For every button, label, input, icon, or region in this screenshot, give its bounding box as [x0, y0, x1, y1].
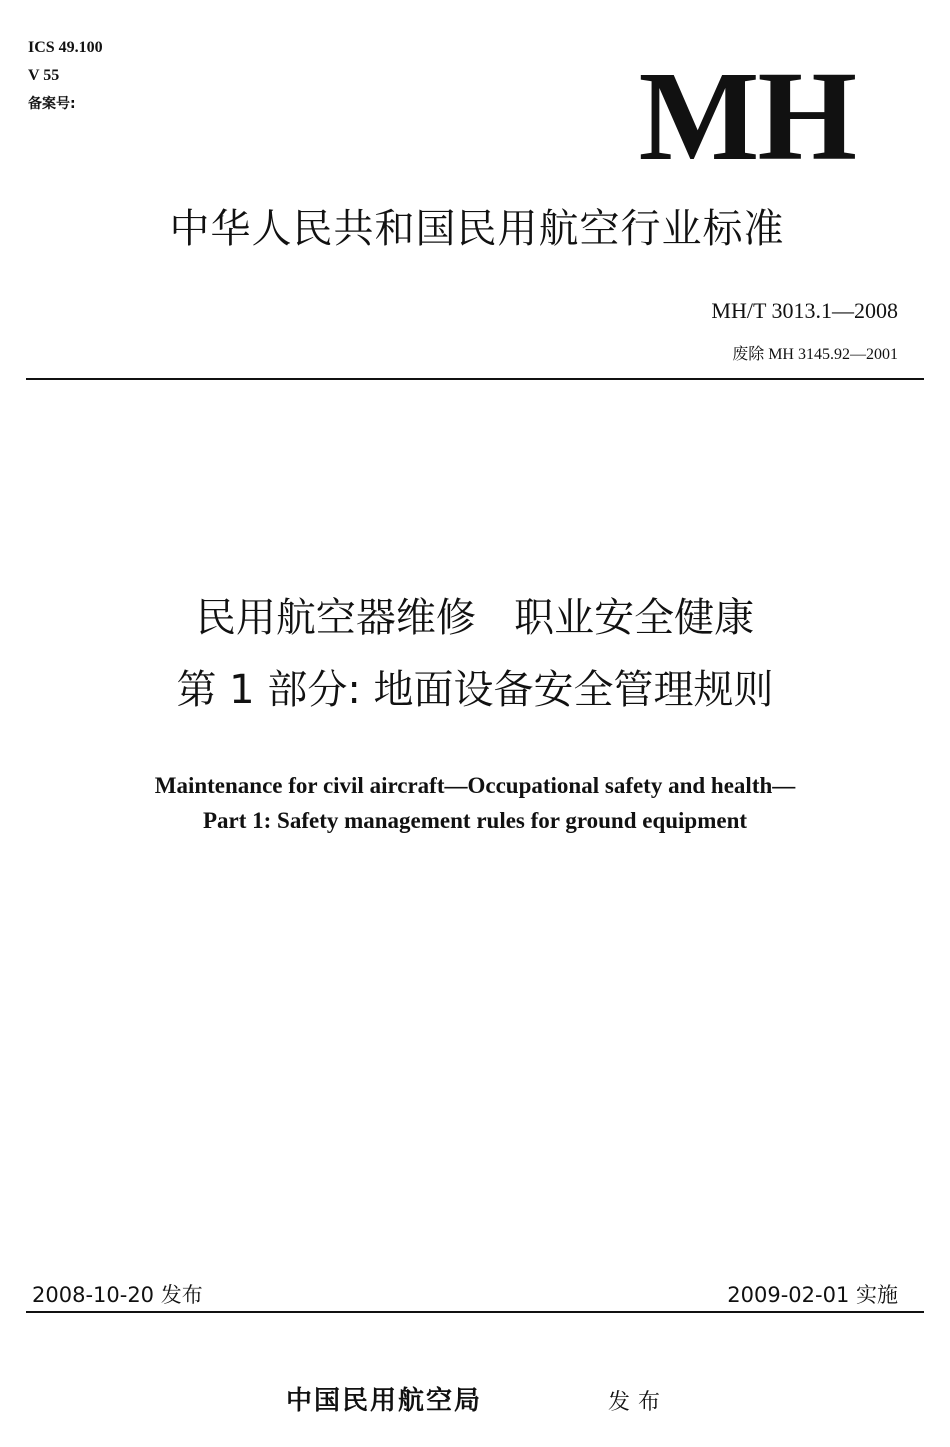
ics-code: ICS 49.100 [28, 39, 103, 56]
english-title-line-2: Part 1: Safety management rules for ground equipment [202, 808, 748, 833]
issue-word: 发布 [608, 1390, 669, 1415]
chinese-title-line-2: 第 1 部分: 地面设备安全管理规则 [176, 667, 774, 713]
record-number-label: 备案号: [28, 96, 76, 112]
issue-date: 2008-10-20 发布 [32, 1283, 203, 1307]
implementation-date: 2009-02-01 实施 [727, 1283, 898, 1307]
replaced-standard: 废除 MH 3145.92—2001 [732, 346, 898, 363]
classification-code: V 55 [28, 67, 60, 84]
english-title-line-1: Maintenance for civil aircraft—Occupational safety and health— [154, 773, 796, 798]
chinese-title-line-1: 民用航空器维修 职业安全健康 [195, 595, 755, 641]
industry-standard-title: 中华人民共和国民用航空行业标准 [169, 206, 785, 252]
top-divider [26, 378, 924, 380]
issuing-authority: 中国民用航空局 [286, 1386, 483, 1416]
mh-logo: MH [638, 45, 855, 187]
standard-number: MH/T 3013.1—2008 [711, 298, 898, 323]
bottom-divider [26, 1311, 924, 1313]
